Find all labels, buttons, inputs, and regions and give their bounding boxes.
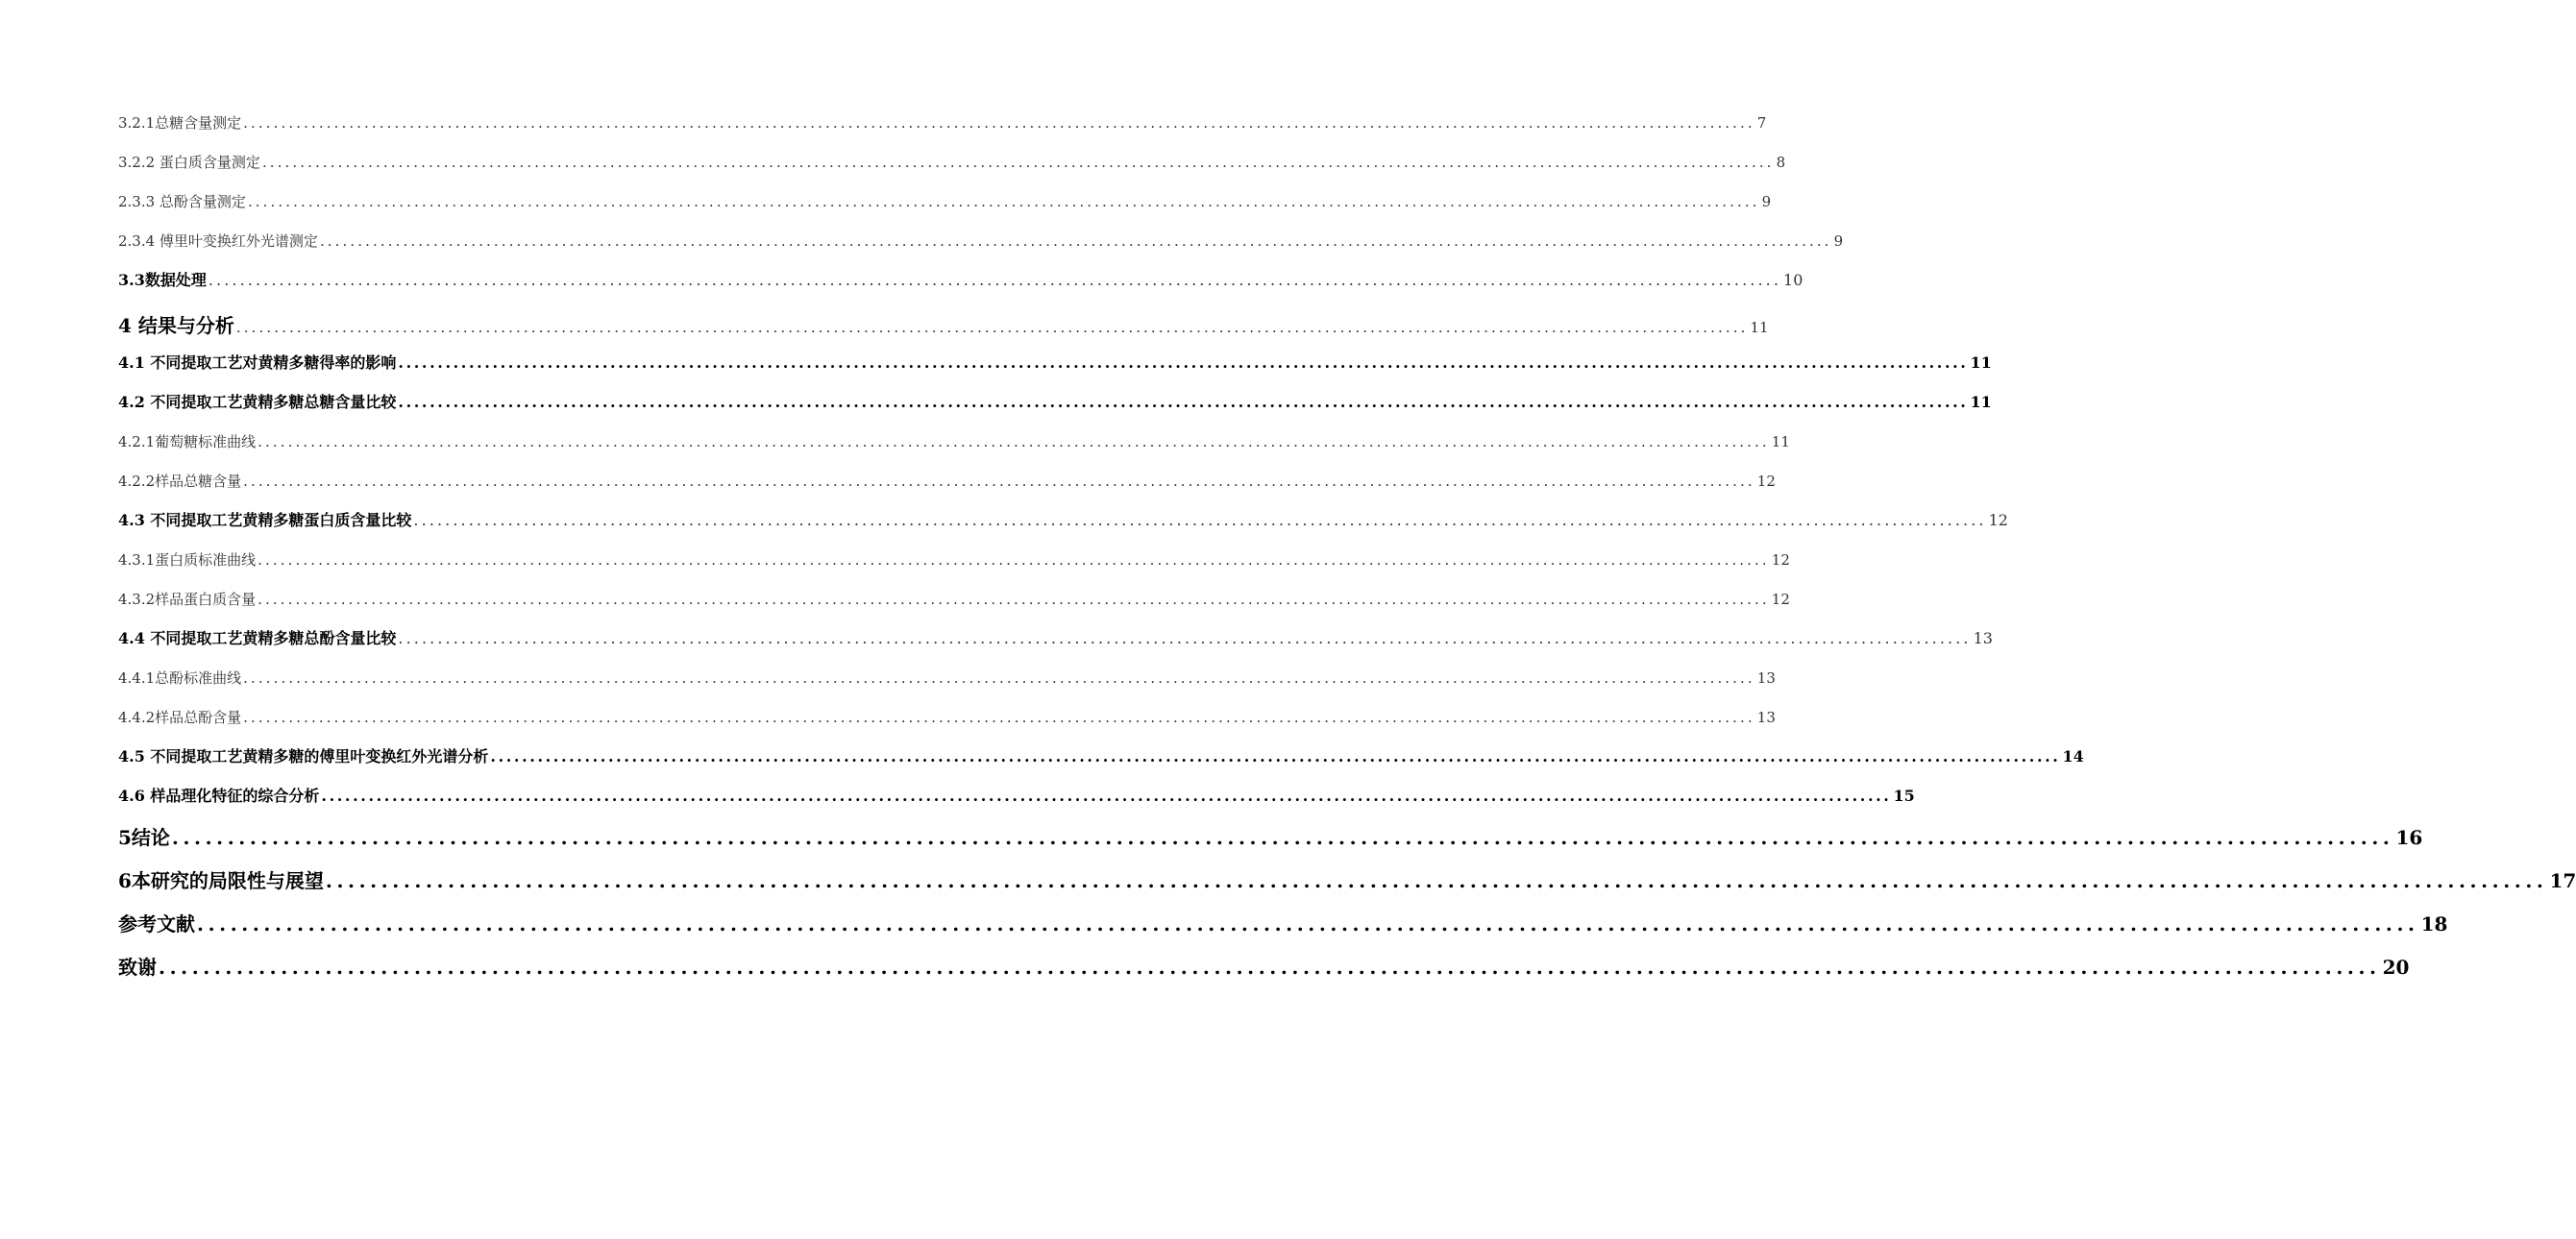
toc-dot-leader: ........................................................................................................................................................................................................ xyxy=(413,511,1987,529)
toc-entry-title: 4.1 不同提取工艺对黄精多糖得率的影响 xyxy=(118,353,397,372)
toc-entry-title: 4.2.2样品总糖含量 xyxy=(118,473,242,490)
toc-entry-title: 4 结果与分析 xyxy=(118,314,234,337)
toc-entry[interactable] xyxy=(118,505,2008,545)
toc-entry[interactable] xyxy=(118,863,2576,907)
toc-entry[interactable] xyxy=(118,584,1790,623)
toc-entry-page: 16 xyxy=(2395,826,2423,849)
toc-entry-page: 12 xyxy=(1771,551,1790,569)
toc-dot-leader: ........................................................................................................................................................................................................ xyxy=(319,232,1832,250)
toc-entry-page: 10 xyxy=(1783,271,1803,289)
toc-entry[interactable] xyxy=(118,663,1776,702)
toc-entry[interactable] xyxy=(118,348,1992,387)
toc-entry-title: 4.3.2样品蛋白质含量 xyxy=(118,591,257,608)
toc-entry-title: 4.4.2样品总酚含量 xyxy=(118,709,242,726)
toc-entry-page: 11 xyxy=(1970,393,1992,411)
toc-entry-page: 14 xyxy=(2062,747,2084,765)
toc-entry[interactable] xyxy=(118,741,2084,781)
toc-dot-leader: ........................................................................................................................................................................................................ xyxy=(235,319,1749,336)
toc-dot-leader: ........................................................................................................................................................................................................ xyxy=(159,956,2381,979)
toc-entry-title: 4.5 不同提取工艺黄精多糖的傅里叶变换红外光谱分析 xyxy=(118,747,489,765)
toc-dot-leader: ........................................................................................................................................................................................................ xyxy=(321,787,1892,805)
toc-dot-leader: ........................................................................................................................................................................................................ xyxy=(398,629,1972,647)
toc-entry-page: 15 xyxy=(1893,787,1915,805)
toc-dot-leader: ........................................................................................................................................................................................................ xyxy=(258,591,1770,608)
toc-entry[interactable] xyxy=(118,907,2448,950)
toc-entry-title: 4.4 不同提取工艺黄精多糖总酚含量比较 xyxy=(118,629,397,647)
toc-entry-title: 6本研究的局限性与展望 xyxy=(118,869,324,892)
toc-entry[interactable] xyxy=(118,387,1992,426)
toc-dot-leader: ........................................................................................................................................................................................................ xyxy=(197,912,2419,935)
toc-dot-leader: ........................................................................................................................................................................................................ xyxy=(398,353,1969,372)
table-of-contents xyxy=(118,108,2576,993)
toc-entry-page: 13 xyxy=(1756,669,1776,687)
toc-entry-page: 12 xyxy=(1771,591,1790,608)
toc-entry-page: 9 xyxy=(1761,193,1772,210)
toc-entry[interactable] xyxy=(118,466,1776,505)
toc-dot-leader: ........................................................................................................................................................................................................ xyxy=(325,869,2548,892)
toc-dot-leader: ........................................................................................................................................................................................................ xyxy=(208,271,1782,289)
toc-entry-page: 18 xyxy=(2420,912,2448,935)
toc-entry-title: 4.4.1总酚标准曲线 xyxy=(118,669,242,687)
toc-entry-title: 4.6 样品理化特征的综合分析 xyxy=(118,787,320,805)
toc-dot-leader: ........................................................................................................................................................................................................ xyxy=(243,669,1755,687)
toc-entry-title: 致谢 xyxy=(118,956,157,979)
toc-entry-page: 11 xyxy=(1970,353,1992,372)
toc-entry[interactable] xyxy=(118,781,1915,820)
toc-entry[interactable] xyxy=(118,226,1844,265)
toc-entry-page: 17 xyxy=(2549,869,2576,892)
toc-entry-page: 7 xyxy=(1756,114,1767,132)
toc-entry-page: 20 xyxy=(2382,956,2410,979)
toc-dot-leader: ........................................................................................................................................................................................................ xyxy=(258,433,1770,450)
toc-dot-leader: ........................................................................................................................................................................................................ xyxy=(243,709,1755,726)
toc-entry-page: 13 xyxy=(1973,629,1993,647)
toc-dot-leader: ........................................................................................................................................................................................................ xyxy=(261,154,1775,171)
toc-entry-title: 4.3 不同提取工艺黄精多糖蛋白质含量比较 xyxy=(118,511,412,529)
toc-dot-leader: ........................................................................................................................................................................................................ xyxy=(398,393,1969,411)
toc-dot-leader: ........................................................................................................................................................................................................ xyxy=(490,747,2061,765)
toc-entry[interactable] xyxy=(118,265,1803,304)
toc-entry-page: 12 xyxy=(1756,473,1776,490)
toc-entry[interactable] xyxy=(118,147,1786,186)
toc-entry[interactable] xyxy=(118,186,1772,226)
toc-entry-title: 4.3.1蛋白质标准曲线 xyxy=(118,551,257,569)
toc-entry-title: 参考文献 xyxy=(118,912,195,935)
toc-dot-leader: ........................................................................................................................................................................................................ xyxy=(247,193,1760,210)
toc-entry-page: 13 xyxy=(1756,709,1776,726)
toc-entry[interactable] xyxy=(118,820,2423,863)
toc-entry-page: 11 xyxy=(1750,319,1769,336)
toc-entry[interactable] xyxy=(118,304,1769,348)
toc-entry[interactable] xyxy=(118,702,1776,741)
toc-entry[interactable] xyxy=(118,426,1790,466)
toc-entry-title: 5结论 xyxy=(118,826,170,849)
toc-entry-page: 12 xyxy=(1988,511,2008,529)
toc-entry-title: 3.3数据处理 xyxy=(118,271,207,289)
toc-dot-leader: ........................................................................................................................................................................................................ xyxy=(258,551,1770,569)
toc-entry[interactable] xyxy=(118,545,1790,584)
toc-entry-title: 4.2.1葡萄糖标准曲线 xyxy=(118,433,257,450)
toc-entry-title: 3.2.2 蛋白质含量测定 xyxy=(118,154,260,171)
toc-entry-page: 8 xyxy=(1776,154,1786,171)
toc-dot-leader: ........................................................................................................................................................................................................ xyxy=(171,826,2394,849)
toc-entry[interactable] xyxy=(118,108,1767,147)
toc-dot-leader: ........................................................................................................................................................................................................ xyxy=(243,473,1755,490)
toc-entry-title: 3.2.1总糖含量测定 xyxy=(118,114,242,132)
toc-entry-page: 9 xyxy=(1833,232,1844,250)
toc-entry[interactable] xyxy=(118,950,2410,993)
toc-entry-title: 2.3.3 总酚含量测定 xyxy=(118,193,246,210)
toc-entry-title: 2.3.4 傅里叶变换红外光谱测定 xyxy=(118,232,318,250)
toc-entry[interactable] xyxy=(118,623,1993,663)
toc-entry-title: 4.2 不同提取工艺黄精多糖总糖含量比较 xyxy=(118,393,397,411)
toc-entry-page: 11 xyxy=(1771,433,1790,450)
toc-dot-leader: ........................................................................................................................................................................................................ xyxy=(243,114,1755,132)
